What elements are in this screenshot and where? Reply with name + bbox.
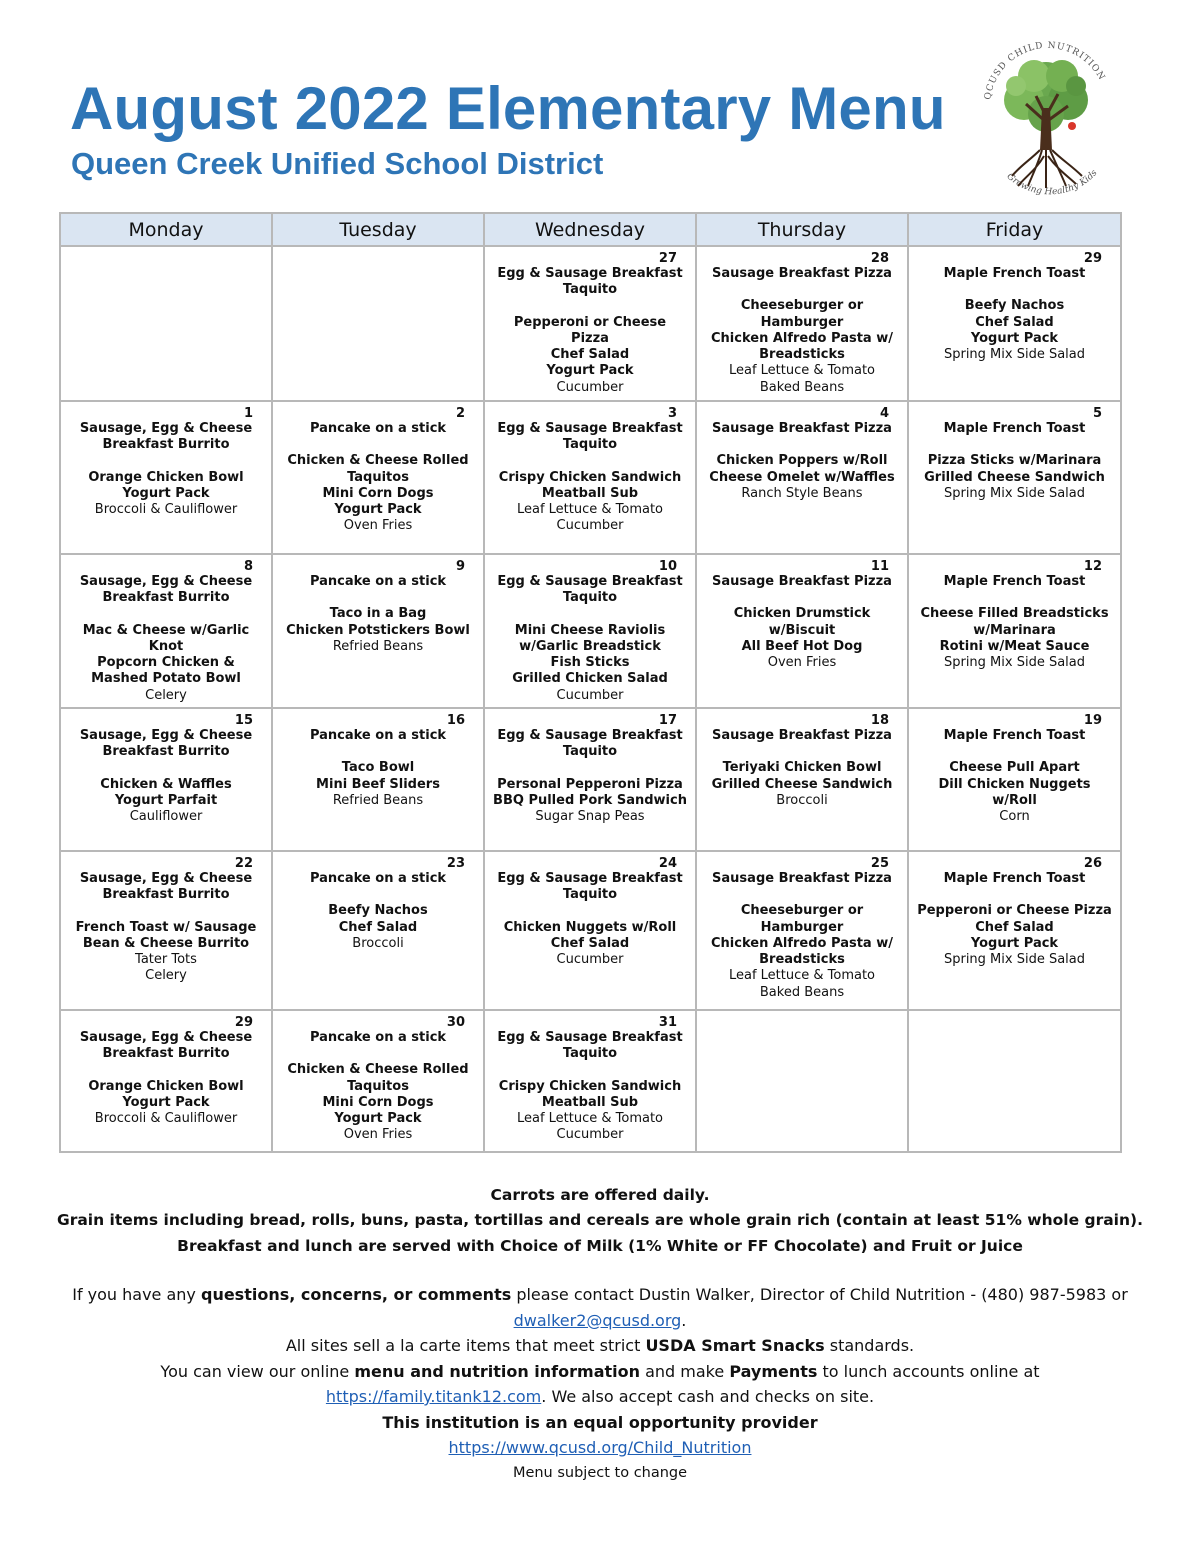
- lunch-item: Meatball Sub: [541, 485, 639, 501]
- day-number: 29: [234, 1015, 253, 1030]
- day-number: 29: [1083, 251, 1102, 266]
- day-cell: [696, 401, 908, 554]
- day-cell: [60, 708, 272, 851]
- breakfast-item: Maple French Toast: [943, 266, 1086, 281]
- breakfast-item: Sausage Breakfast Pizza: [712, 266, 892, 281]
- side-item: Refried Beans: [332, 638, 424, 654]
- email-link[interactable]: dwalker2@qcusd.org: [513, 1310, 682, 1330]
- meal-spacer: [917, 887, 1112, 903]
- day-number: 27: [658, 251, 677, 266]
- day-number: 1: [243, 406, 253, 421]
- day-number: 4: [879, 406, 889, 421]
- contact-text-pre: If you have any: [72, 1285, 201, 1304]
- day-number: 23: [446, 856, 465, 871]
- online-text-bold-payments: Payments: [729, 1361, 818, 1381]
- lunch-item: Taco in a Bag: [329, 606, 427, 622]
- meal-spacer: [69, 1063, 263, 1079]
- day-cell: [696, 554, 908, 708]
- side-item: Leaf Lettuce & Tomato: [516, 502, 664, 518]
- breakfast-item: Sausage Breakfast Pizza: [712, 574, 892, 589]
- side-item: Tater Tots: [135, 952, 197, 968]
- side-item: Oven Fries: [343, 518, 413, 534]
- online-text-pre: You can view our online: [160, 1361, 355, 1381]
- day-cell: [696, 708, 908, 851]
- contact-line: [60, 1282, 1140, 1308]
- meal-spacer: [705, 744, 899, 760]
- breakfast-item: Egg & Sausage Breakfast Taquito: [497, 728, 683, 760]
- week-row: [60, 246, 1121, 401]
- side-item: Cucumber: [556, 687, 624, 703]
- day-cell: [696, 246, 908, 401]
- lunch-item: Chicken Potstickers Bowl: [286, 622, 470, 638]
- lunch-item: Mini Corn Dogs: [322, 485, 434, 501]
- alacarte-text-bold: USDA Smart Snacks: [645, 1336, 825, 1355]
- note-whole-grain: Grain items including bread, rolls, buns, pasta, tortillas and cereals are whole grain rich (contain at least 51% whole grain).: [56, 1211, 1144, 1229]
- side-item: Ranch Style Beans: [741, 485, 863, 501]
- lunch-item: Chicken Drumstick w/Biscuit: [733, 606, 871, 638]
- side-item: Spring Mix Side Salad: [943, 347, 1086, 363]
- breakfast-item: Maple French Toast: [943, 728, 1086, 743]
- day-cell: [60, 554, 272, 708]
- breakfast-item: Maple French Toast: [943, 574, 1086, 589]
- meal-spacer: [917, 590, 1112, 606]
- breakfast-item: Egg & Sausage Breakfast Taquito: [497, 421, 683, 453]
- day-number: 31: [658, 1015, 677, 1030]
- lunch-item: Grilled Cheese Sandwich: [924, 469, 1105, 485]
- online-text-mid: and make: [640, 1361, 730, 1381]
- note-carrots: Carrots are offered daily.: [490, 1186, 710, 1204]
- tree-icon: [1004, 60, 1088, 188]
- lunch-item: Rotini w/Meat Sauce: [939, 638, 1090, 654]
- alacarte-line: [60, 1333, 1140, 1359]
- meal-spacer: [69, 761, 263, 777]
- lunch-item: All Beef Hot Dog: [741, 638, 863, 654]
- day-cell: [908, 708, 1121, 851]
- day-cell: [272, 554, 484, 708]
- day-number: 11: [870, 559, 889, 574]
- day-number: 30: [446, 1015, 465, 1030]
- breakfast-item: Egg & Sausage Breakfast Taquito: [497, 266, 683, 298]
- lunch-item: Crispy Chicken Sandwich: [498, 469, 682, 485]
- breakfast-item: Sausage Breakfast Pizza: [712, 871, 892, 886]
- lunch-item: Mac & Cheese w/Garlic Knot: [82, 622, 250, 654]
- empty-day-cell: [696, 1010, 908, 1152]
- day-cell: [484, 401, 696, 554]
- day-number: 17: [658, 713, 677, 728]
- contact-info: [60, 1282, 1140, 1486]
- lunch-item: Cheese Omelet w/Waffles: [709, 469, 895, 485]
- qcusd-nutrition-logo: [976, 26, 1116, 206]
- day-number: 26: [1083, 856, 1102, 871]
- menu-subject-to-change: Menu subject to change: [512, 1464, 688, 1481]
- lunch-item: Chicken Nuggets w/Roll: [503, 919, 677, 935]
- header-tuesday: Tuesday: [272, 213, 484, 246]
- lunch-item: Grilled Cheese Sandwich: [711, 776, 893, 792]
- meal-spacer: [281, 590, 475, 606]
- lunch-item: Mini Corn Dogs: [322, 1094, 434, 1110]
- lunch-item: Orange Chicken Bowl: [88, 469, 244, 485]
- day-number: 3: [667, 406, 677, 421]
- breakfast-item: Sausage, Egg & Cheese Breakfast Burrito: [79, 421, 253, 453]
- online-text-bold-menu: menu and nutrition information: [354, 1361, 641, 1381]
- side-item: Refried Beans: [332, 792, 424, 808]
- side-item: Broccoli: [352, 935, 404, 951]
- day-number: 16: [446, 713, 465, 728]
- side-item: Baked Beans: [759, 379, 845, 395]
- lunch-item: Cheese Pull Apart: [949, 760, 1080, 776]
- breakfast-item: Egg & Sausage Breakfast Taquito: [497, 871, 683, 903]
- day-number: 9: [455, 559, 465, 574]
- meal-spacer: [493, 607, 687, 623]
- meal-spacer: [281, 744, 475, 760]
- day-number: 12: [1083, 559, 1102, 574]
- day-cell: [484, 246, 696, 401]
- day-cell: [908, 554, 1121, 708]
- meal-spacer: [493, 904, 687, 920]
- header-friday: Friday: [908, 213, 1121, 246]
- contact-text-bold: questions, concerns, or comments: [200, 1285, 512, 1304]
- side-item: Spring Mix Side Salad: [943, 485, 1086, 501]
- meal-spacer: [69, 607, 263, 623]
- breakfast-item: Sausage, Egg & Cheese Breakfast Burrito: [79, 728, 253, 760]
- meal-spacer: [917, 744, 1112, 760]
- meal-spacer: [705, 590, 899, 606]
- lunch-item: Chef Salad: [975, 314, 1054, 330]
- titank12-link[interactable]: https://family.titank12.com: [325, 1387, 542, 1406]
- titan-text-after: . We also accept cash and checks on site.: [541, 1387, 875, 1406]
- note-milk: Breakfast and lunch are served with Choice of Milk (1% White or FF Chocolate) and Fruit or Juice: [177, 1237, 1023, 1255]
- lunch-item: Chef Salad: [975, 919, 1054, 935]
- side-item: Celery: [145, 968, 187, 984]
- meal-spacer: [493, 299, 687, 315]
- lunch-item: Meatball Sub: [541, 1094, 639, 1110]
- week-row: [60, 851, 1121, 1010]
- day-number: 15: [234, 713, 253, 728]
- breakfast-item: Pancake on a stick: [309, 421, 447, 436]
- empty-day-cell: [272, 246, 484, 401]
- lunch-item: Pepperoni or Cheese Pizza: [513, 314, 667, 346]
- lunch-item: Popcorn Chicken & Mashed Potato Bowl: [91, 655, 241, 687]
- meal-spacer: [705, 282, 899, 298]
- breakfast-item: Pancake on a stick: [309, 871, 447, 886]
- alacarte-text-post: standards.: [824, 1336, 915, 1355]
- lunch-item: Chicken Poppers w/Roll: [716, 453, 888, 469]
- side-item: Celery: [145, 687, 187, 703]
- week-row: [60, 554, 1121, 708]
- svg-text:Growing Healthy Kids: [1005, 168, 1100, 197]
- lunch-item: Yogurt Pack: [970, 935, 1059, 951]
- day-cell: [60, 1010, 272, 1152]
- lunch-item: Bean & Cheese Burrito: [82, 935, 250, 951]
- day-cell: [272, 1010, 484, 1152]
- side-item: Cucumber: [556, 518, 624, 534]
- lunch-item: Yogurt Pack: [334, 1111, 422, 1127]
- breakfast-item: Pancake on a stick: [309, 728, 447, 743]
- lunch-item: Chicken & Cheese Rolled Taquitos: [287, 453, 469, 485]
- breakfast-item: Maple French Toast: [943, 421, 1086, 436]
- week-row: [60, 401, 1121, 554]
- day-number: 22: [234, 856, 253, 871]
- header-wednesday: Wednesday: [484, 213, 696, 246]
- meal-spacer: [281, 1046, 475, 1062]
- lunch-item: Mini Beef Sliders: [316, 776, 440, 792]
- child-nutrition-link[interactable]: https://www.qcusd.org/Child_Nutrition: [448, 1438, 752, 1457]
- lunch-item: Personal Pepperoni Pizza: [497, 776, 683, 792]
- online-line: [60, 1359, 1140, 1385]
- meal-spacer: [917, 282, 1112, 298]
- breakfast-item: Egg & Sausage Breakfast Taquito: [497, 1030, 683, 1062]
- breakfast-item: Sausage Breakfast Pizza: [712, 421, 892, 436]
- meal-spacer: [281, 887, 475, 903]
- logo-ring-bottom-text: Growing Healthy Kids: [1004, 168, 1100, 198]
- side-item: Cucumber: [556, 952, 624, 968]
- breakfast-item: Pancake on a stick: [309, 1030, 447, 1045]
- empty-day-cell: [60, 246, 272, 401]
- lunch-item: Beefy Nachos: [964, 298, 1065, 314]
- weekday-header-row: [60, 213, 1121, 246]
- lunch-item: Cheeseburger or Hamburger: [740, 298, 864, 330]
- lunch-item: Grilled Chicken Salad: [512, 671, 668, 687]
- lunch-item: Cheeseburger or Hamburger: [740, 903, 864, 935]
- side-item: Broccoli: [776, 792, 828, 808]
- lunch-item: Crispy Chicken Sandwich: [498, 1078, 682, 1094]
- lunch-item: Dill Chicken Nuggets w/Roll: [938, 776, 1091, 808]
- empty-day-cell: [908, 1010, 1121, 1152]
- lunch-item: Yogurt Pack: [122, 1094, 210, 1110]
- lunch-item: Mini Cheese Raviolis w/Garlic Breadstick: [514, 622, 666, 654]
- week-row: [60, 1010, 1121, 1152]
- day-cell: [484, 851, 696, 1010]
- day-cell: [272, 851, 484, 1010]
- equal-opportunity-statement: This institution is an equal opportunity provider: [382, 1412, 818, 1432]
- page-subtitle: Queen Creek Unified School District: [71, 146, 604, 181]
- week-row: [60, 708, 1121, 851]
- meal-spacer: [493, 1063, 687, 1079]
- day-number: 8: [243, 559, 253, 574]
- lunch-item: Chicken Alfredo Pasta w/ Breadsticks: [711, 330, 893, 363]
- lunch-item: Yogurt Pack: [122, 485, 210, 501]
- lunch-item: Yogurt Pack: [334, 502, 422, 518]
- day-number: 25: [870, 856, 889, 871]
- day-cell: [272, 401, 484, 554]
- day-cell: [696, 851, 908, 1010]
- alacarte-text-pre: All sites sell a la carte items that meet strict: [285, 1336, 646, 1355]
- day-number: 24: [658, 856, 677, 871]
- day-number: 5: [1092, 406, 1102, 421]
- day-cell: [484, 1010, 696, 1152]
- breakfast-item: Egg & Sausage Breakfast Taquito: [497, 574, 683, 606]
- lunch-item: Teriyaki Chicken Bowl: [722, 760, 882, 776]
- lunch-item: Yogurt Pack: [546, 363, 634, 379]
- day-number: 2: [455, 406, 465, 421]
- breakfast-item: Sausage, Egg & Cheese Breakfast Burrito: [79, 574, 253, 606]
- titan-line: [60, 1384, 1140, 1410]
- breakfast-item: Maple French Toast: [943, 871, 1086, 886]
- lunch-item: Chef Salad: [338, 919, 418, 935]
- menu-calendar: [59, 212, 1122, 1153]
- breakfast-item: Pancake on a stick: [309, 574, 447, 589]
- lunch-item: Chicken & Cheese Rolled Taquitos: [287, 1062, 469, 1094]
- side-item: Leaf Lettuce & Tomato: [516, 1111, 664, 1127]
- breakfast-item: Sausage, Egg & Cheese Breakfast Burrito: [79, 871, 253, 903]
- page-title: August 2022 Elementary Menu: [70, 75, 946, 142]
- header-monday: Monday: [60, 213, 272, 246]
- side-item: Cucumber: [556, 1127, 624, 1143]
- lunch-item: Fish Sticks: [550, 655, 630, 671]
- calendar-body: [60, 246, 1121, 1152]
- side-item: Oven Fries: [767, 655, 837, 671]
- day-cell: [60, 401, 272, 554]
- side-item: Baked Beans: [759, 984, 845, 1000]
- day-cell: [908, 246, 1121, 401]
- side-item: Spring Mix Side Salad: [943, 952, 1086, 968]
- day-number: 28: [870, 251, 889, 266]
- day-cell: [484, 554, 696, 708]
- day-cell: [908, 401, 1121, 554]
- meal-spacer: [69, 904, 263, 920]
- header-thursday: Thursday: [696, 213, 908, 246]
- meal-spacer: [705, 887, 899, 903]
- meal-spacer: [281, 437, 475, 453]
- side-item: Oven Fries: [343, 1127, 413, 1143]
- side-item: Sugar Snap Peas: [535, 809, 645, 825]
- day-cell: [484, 708, 696, 851]
- online-text-post: to lunch accounts online at: [817, 1361, 1040, 1381]
- day-cell: [908, 851, 1121, 1010]
- email-line: [60, 1308, 1140, 1334]
- day-cell: [272, 708, 484, 851]
- lunch-item: Chicken & Waffles: [100, 776, 232, 792]
- lunch-item: Cheese Filled Breadsticks w/Marinara: [920, 606, 1109, 638]
- side-item: Broccoli & Cauliflower: [94, 502, 238, 518]
- lunch-item: Pizza Sticks w/Marinara: [927, 453, 1102, 469]
- side-item: Cucumber: [556, 379, 624, 395]
- lunch-item: Chef Salad: [550, 935, 630, 951]
- lunch-item: Chef Salad: [550, 347, 630, 363]
- day-number: 19: [1083, 713, 1102, 728]
- day-cell: [60, 851, 272, 1010]
- meal-spacer: [705, 437, 899, 453]
- logo-ring-top-text: QCUSD CHILD NUTRITION: [983, 40, 1107, 101]
- lunch-item: Beefy Nachos: [328, 903, 428, 919]
- lunch-item: Yogurt Parfait: [114, 792, 218, 808]
- lunch-item: Yogurt Pack: [970, 330, 1059, 346]
- meal-spacer: [493, 454, 687, 470]
- day-number: 10: [658, 559, 677, 574]
- lunch-item: Pepperoni or Cheese Pizza: [917, 903, 1112, 919]
- side-item: Broccoli & Cauliflower: [94, 1111, 238, 1127]
- meal-spacer: [917, 437, 1112, 453]
- meal-spacer: [493, 761, 687, 777]
- lunch-item: French Toast w/ Sausage: [75, 919, 257, 935]
- breakfast-item: Sausage, Egg & Cheese Breakfast Burrito: [79, 1030, 253, 1062]
- side-item: Spring Mix Side Salad: [943, 655, 1086, 671]
- lunch-item: Chicken Alfredo Pasta w/ Breadsticks: [711, 935, 893, 968]
- breakfast-item: Sausage Breakfast Pizza: [712, 728, 892, 743]
- day-number: 18: [870, 713, 889, 728]
- contact-text-post: please contact Dustin Walker, Director of Child Nutrition - (480) 987-5983 or: [511, 1285, 1128, 1304]
- side-item: Corn: [999, 809, 1030, 825]
- meal-spacer: [69, 454, 263, 470]
- email-period: .: [681, 1310, 687, 1330]
- side-item: Leaf Lettuce & Tomato: [728, 363, 876, 379]
- lunch-item: Orange Chicken Bowl: [88, 1078, 244, 1094]
- side-item: Cauliflower: [129, 809, 203, 825]
- lunch-item: Taco Bowl: [341, 760, 415, 776]
- lunch-item: BBQ Pulled Pork Sandwich: [493, 792, 687, 808]
- side-item: Leaf Lettuce & Tomato: [728, 968, 876, 984]
